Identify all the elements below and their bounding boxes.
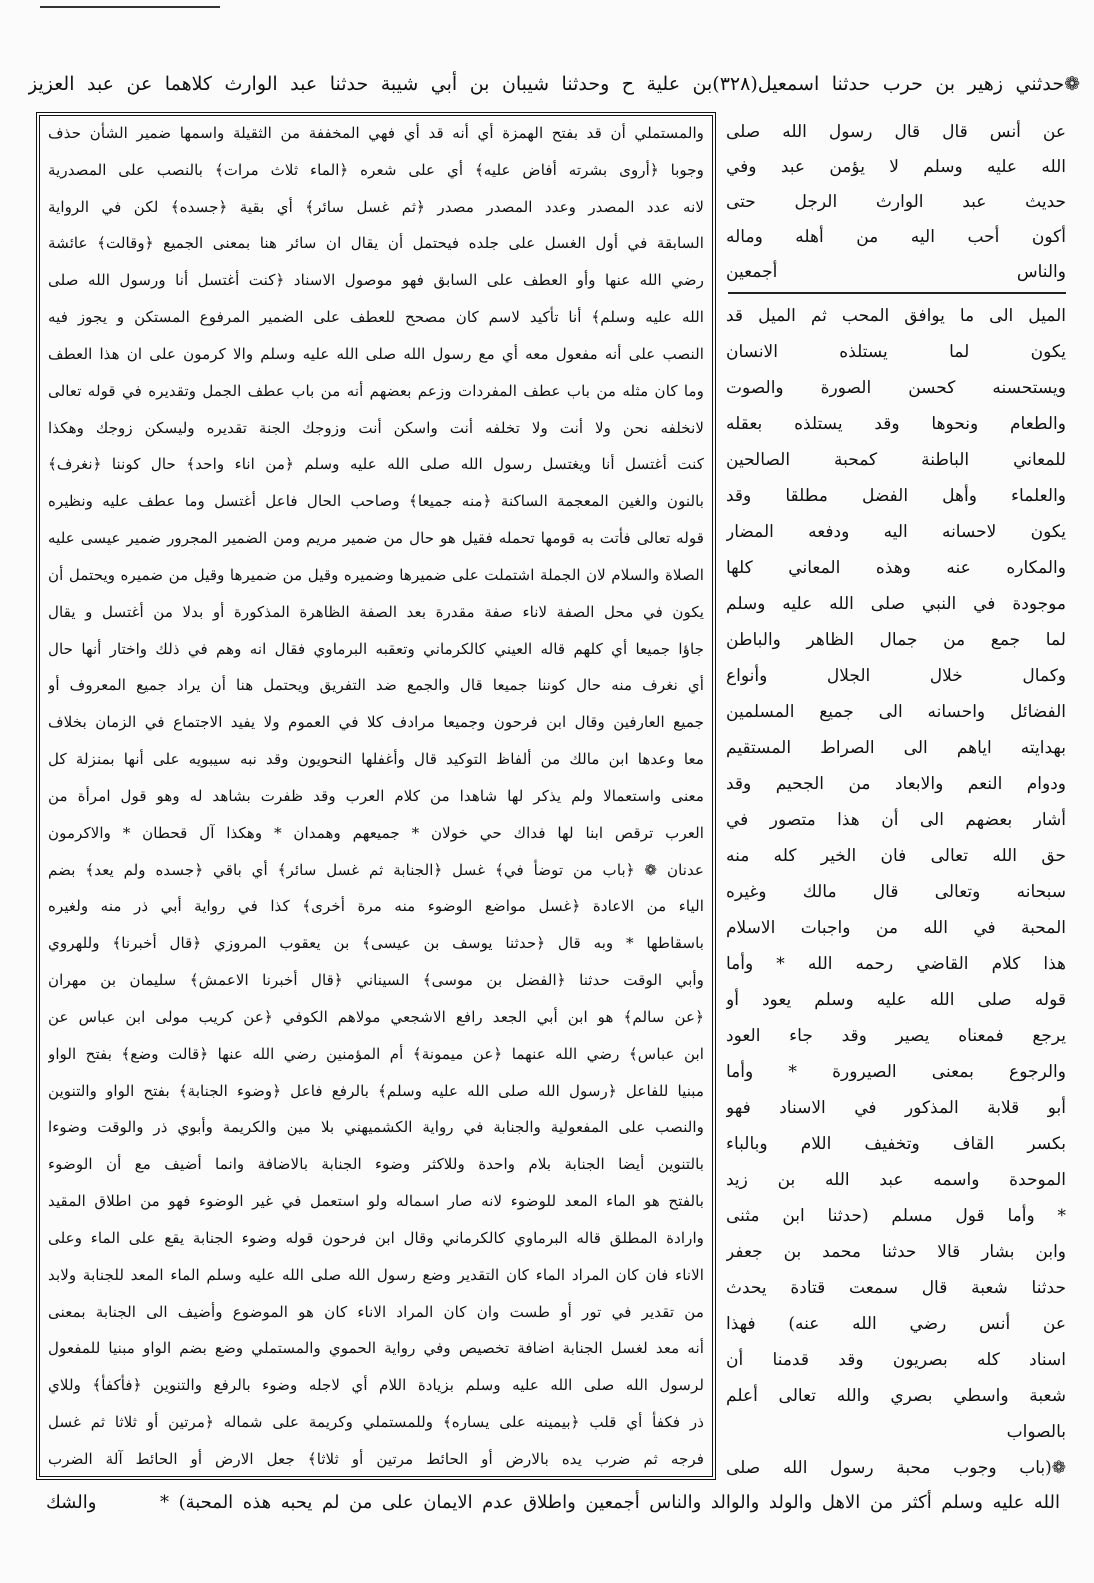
- hadith-text-block: [726, 116, 1066, 288]
- side-commentary-line: ودوام النعم والابعاد من الجحيم وقد: [726, 774, 1066, 794]
- side-commentary-line: يكون لما يستلذه الانسان: [726, 342, 1066, 362]
- side-commentary-line: يرجع فمعناه يصير وقد جاء العود: [726, 1026, 1066, 1046]
- side-divider: [728, 292, 1066, 294]
- hadith-line: والناس أجمعين: [726, 262, 1066, 282]
- side-commentary-line: بالصواب: [1006, 1422, 1066, 1442]
- side-commentary-line: والرجوع بمعنى الصيرورة * وأما: [726, 1062, 1066, 1082]
- commentary-line: والنصب على المفعولية والجنابة في رواية الكشميهني بلا مين والكريمة وأبوي ذر والوقت وضوءا: [48, 1118, 704, 1137]
- commentary-line: وما كان مثله من باب عطف المفردات وزعم بعضهم أنه من باب عطف الجمل وتقديره في قوله تعالى: [48, 381, 704, 400]
- side-commentary-line: بكسر القاف وتخفيف اللام وبالباء: [726, 1134, 1066, 1154]
- side-commentary-line: ❁(باب وجوب محبة رسول الله صلى: [726, 1458, 1066, 1478]
- commentary-line: الصلاة والسلام لان الجملة اشتملت على ضميرها وضميره وقيل من ضميرها وقيل من ضميره ويحتمل أن: [48, 565, 704, 584]
- side-commentary-line: الميل الى ما يوافق المحب ثم الميل قد: [726, 306, 1066, 326]
- hadith-line: حديث عبد الوارث الرجل حتى: [726, 192, 1066, 212]
- commentary-line: معنى واستعمالا ولم يذكر لها شاهدا من كلام العرب وقد ظفرت بشاهد له وهو قول امرأة من: [48, 786, 704, 805]
- commentary-line: جاؤا جميعا أي كلهم قاله العيني كالكرماني وتعقبه البرماوي فقال انه وهم في ذلك واختار أنها حال: [48, 639, 704, 658]
- commentary-line: لرسول الله صلى الله عليه وسلم بزيادة اللام أي لاجله وضوء بالرفع والتنوين ﴿فأكفأ﴾ وللاي: [48, 1376, 704, 1395]
- side-commentary-line: والطعام ونحوها وقد يستلذه بعقله: [726, 414, 1066, 434]
- commentary-line: كنت أغتسل أنا ويغتسل رسول الله صلى الله عليه وسلم ﴿من اناء واحد﴾ حال كوننا ﴿نغرف﴾: [48, 455, 704, 474]
- hadith-header-line: ❁حدثني زهير بن حرب حدثنا اسمعيل(٣٢٨)بن علية ح وحدثنا شيبان بن أبي شيبة حدثنا عبد الوارث كلاهما عن عبد العزيز: [28, 73, 1080, 95]
- commentary-line: قوله تعالى فأتت به قومها تحمله فقيل هو حال من ضمير مريم ومن الضمير المجرور ضمير عيسى عليه: [48, 529, 704, 548]
- commentary-line: الله عليه وسلم﴾ أنا تأكيد لاسم كان مصحح للعطف على الضمير المرفوع المستكن و يجوز فيه: [48, 308, 704, 327]
- side-commentary-line: لما جمع من جمال الظاهر والباطن: [726, 630, 1066, 650]
- catchword: والشك: [46, 1492, 97, 1513]
- commentary-line: بالتنوين أيضا الجنابة بلام واحدة وللاكثر وضوء الجنابة بالاضافة وانما أضيف مع أن الوضوء: [48, 1155, 704, 1174]
- side-commentary-line: أبو قلابة المذكور في الاسناد فهو: [726, 1098, 1066, 1118]
- side-commentary-line: موجودة في النبي صلى الله عليه وسلم: [726, 594, 1066, 614]
- commentary-line: النصب على أنه مفعول معه أي مع رسول الله صلى الله عليه وسلم والا كرمون على ان هذا العطف: [48, 344, 704, 363]
- top-rule: [40, 6, 220, 8]
- commentary-line: أنه معد لغسل الجنابة اضافة تخصيص وفي رواية الحموي والمستملي وضع بضم الواو مبنيا للمفعول: [48, 1339, 704, 1358]
- side-commentary-line: حق الله تعالى فان الخير كله منه: [726, 846, 1066, 866]
- side-commentary-line: حدثنا شعبة قال سمعت قتادة يحدث: [726, 1278, 1066, 1298]
- commentary-line: يكون في محل الصفة لاناء صفة مقدرة بعد الصفة الظاهرة المذكورة أو بدلا من أغتسل و يقال: [48, 602, 704, 621]
- side-commentary-line: الفضائل واحسانه الى جميع المسلمين: [726, 702, 1066, 722]
- side-commentary-line: قوله صلى الله عليه وسلم يعود أو: [726, 990, 1066, 1010]
- commentary-line: أي نغرف منه حال كوننا جميعا قال والجمع ضد التفريق ويحتمل هنا أن يراد جميع المعروف أو: [48, 676, 704, 695]
- commentary-line: وارادة المطلق قاله البرماوي كالكرماني وقال ابن فرحون قوله وضوء الجنابة يقع على الماء وعلى: [48, 1228, 704, 1247]
- side-commentary-line: والمكاره عنه وهذه المعاني كلها: [726, 558, 1066, 578]
- side-commentary-line: للمعاني الباطنة كمحبة الصالحين: [726, 450, 1066, 470]
- side-commentary-line: بهدايته اياهم الى الصراط المستقيم: [726, 738, 1066, 758]
- commentary-line: فرجه ثم ضرب يده بالارض أو الحائط مرتين أو ثلاثا﴾ جعل الارض أو الحائط آلة الضرب: [48, 1449, 704, 1468]
- commentary-line: جميع العارفين وقال ابن فرحون وجميعا مرادف كلا في العموم ولا يفيد الاجتماع في الزمان بخلاف: [48, 713, 704, 732]
- commentary-line: لانه عدد المصدر وعدد المصدر مصدر ﴿ثم غسل سائر﴾ أي بقية ﴿جسده﴾ لكن في الرواية: [48, 197, 704, 216]
- side-commentary-line: والعلماء وأهل الفضل مطلقا وقد: [726, 486, 1066, 506]
- side-commentary-line: شعبة واسطي بصري والله تعالى أعلم: [726, 1386, 1066, 1406]
- side-commentary-line: هذا كلام القاضي رحمه الله * وأما: [726, 954, 1066, 974]
- commentary-line: لانخلفه نحن ولا أنت ولا تخلفه أنت واسكن أنت وزوجك الجنة تقديره وليسكن زوجك وهكذا: [48, 418, 704, 437]
- side-commentary-line: المحبة في الله من واجبات الاسلام: [726, 918, 1066, 938]
- side-commentary-line: * وأما قول مسلم (حدثنا ابن مثنى: [726, 1206, 1066, 1226]
- side-commentary-line: أشار بعضهم الى أن هذا متصور في: [726, 810, 1066, 830]
- commentary-line: وأبي الوقت حدثنا ﴿الفضل بن موسى﴾ السيناني ﴿قال أخبرنا الاعمش﴾ سليمان بن مهران: [48, 971, 704, 990]
- commentary-line: باسقاطها * وبه قال ﴿حدثنا يوسف بن عيسى﴾ بن يعقوب المروزي ﴿قال أخبرنا﴾ وللهروي: [48, 934, 704, 953]
- commentary-line: ﴿عن سالم﴾ هو ابن أبي الجعد رافع الاشجعي مولاهم الكوفي ﴿عن كريب مولى ابن عباس عن: [48, 1007, 704, 1026]
- commentary-line: مبنيا للفاعل ﴿رسول الله صلى الله عليه وسلم﴾ بالرفع فاعل ﴿وضوء الجنابة﴾ بفتح الواو والتنوين: [48, 1081, 704, 1100]
- nawawi-commentary-column: [726, 300, 1066, 1484]
- side-commentary-line: وكمال خلال الجلال وأنواع: [726, 666, 1066, 686]
- commentary-column: [48, 120, 704, 1472]
- hadith-line: عن أنس قال قال رسول الله صلى: [726, 122, 1066, 142]
- commentary-line: ابن عباس﴾ رضي الله عنهما ﴿عن ميمونة﴾ أم المؤمنين رضي الله عنها ﴿قالت وضع﴾ بفتح الواو: [48, 1044, 704, 1063]
- hadith-line: الله عليه وسلم لا يؤمن عبد وفي: [726, 157, 1066, 177]
- footer-chapter-line: الله عليه وسلم أكثر من الاهل والولد والوالد والناس أجمعين واطلاق عدم الايمان على من لم يحبه هذه المحبة) *: [160, 1492, 1060, 1513]
- commentary-line: الياء من الاعادة ﴿غسل مواضع الوضوء منه مرة أخرى﴾ كذا في رواية أبي ذر منه ولغيره: [48, 897, 704, 916]
- hadith-line: أكون أحب اليه من أهله وماله: [726, 227, 1066, 247]
- commentary-line: معا وعدها ابن مالك من ألفاظ التوكيد قال وأغفلها النحويون وقد نبه سيبويه على أنها بمنزلة كل: [48, 750, 704, 769]
- side-commentary-line: الموحدة واسمه عبد الله بن زيد: [726, 1170, 1066, 1190]
- commentary-line: بالفتح هو الماء المعد للوضوء لانه صار اسماله ولو استعمل في غير الوضوء فهو من اطلاق المقيد: [48, 1192, 704, 1211]
- commentary-line: من تقدير في تور أو طست وان كان المراد الاناء كان هو الموضوع وأضيف الى الجنابة بمعنى: [48, 1302, 704, 1321]
- commentary-line: بالنون والغين المعجمة الساكنة ﴿منه جميعا﴾ وصاحب الحال فاعل أغتسل وما عطف عليه ونظيره: [48, 492, 704, 511]
- side-commentary-line: وابن بشار قالا حدثنا محمد بن جعفر: [726, 1242, 1066, 1262]
- side-commentary-line: يكون لاحسانه اليه ودفعه المضار: [726, 522, 1066, 542]
- commentary-line: عدنان ❁ ﴿باب من توضأ في﴾ غسل ﴿الجنابة ثم غسل سائر﴾ أي باقي ﴿جسده ولم يعد﴾ بضم: [48, 860, 704, 879]
- side-commentary-line: ويستحسنه كحسن الصورة والصوت: [726, 378, 1066, 398]
- side-commentary-line: سبحانه وتعالى قال مالك وغيره: [726, 882, 1066, 902]
- commentary-line: وجوبا ﴿أروى بشرته أفاض عليه﴾ أي على شعره ﴿الماء ثلاث مرات﴾ بالنصب على المصدرية: [48, 160, 704, 179]
- commentary-line: والمستملي أن قد بفتح الهمزة أي أنه قد أي فهي المخففة من الثقيلة واسمها ضمير الشأن حذف: [48, 124, 704, 142]
- commentary-line: العرب ترقص ابنا لها فداك حي خولان * جميعهم وهمدان * وهكذا آل قحطان * والاكرمون: [48, 823, 704, 842]
- side-commentary-line: عن أنس رضي الله عنه) فهذا: [726, 1314, 1066, 1334]
- commentary-line: رضي الله عنها وأو العطف على السابق فهو موصول الاسناد ﴿كنت أغتسل أنا ورسول الله صلى: [48, 271, 704, 290]
- commentary-line: ذر فكفأ أي قلب ﴿بيمينه على يساره﴾ وللمستملي وكريمة على شماله ﴿مرتين أو ثلاثا ثم غسل: [48, 1412, 704, 1431]
- commentary-line: السابقة في أول الغسل على جلده فيحتمل أن يقال ان سائر هنا بمعنى الجميع ﴿وقالت﴾ عائشة: [48, 234, 704, 253]
- commentary-line: الاناء فان كان المراد الماء كان التقدير وضع رسول الله صلى الله عليه وسلم الماء المعد للجنابة ولابد: [48, 1265, 704, 1284]
- side-commentary-line: اسناد كله بصريون وقد قدمنا أن: [726, 1350, 1066, 1370]
